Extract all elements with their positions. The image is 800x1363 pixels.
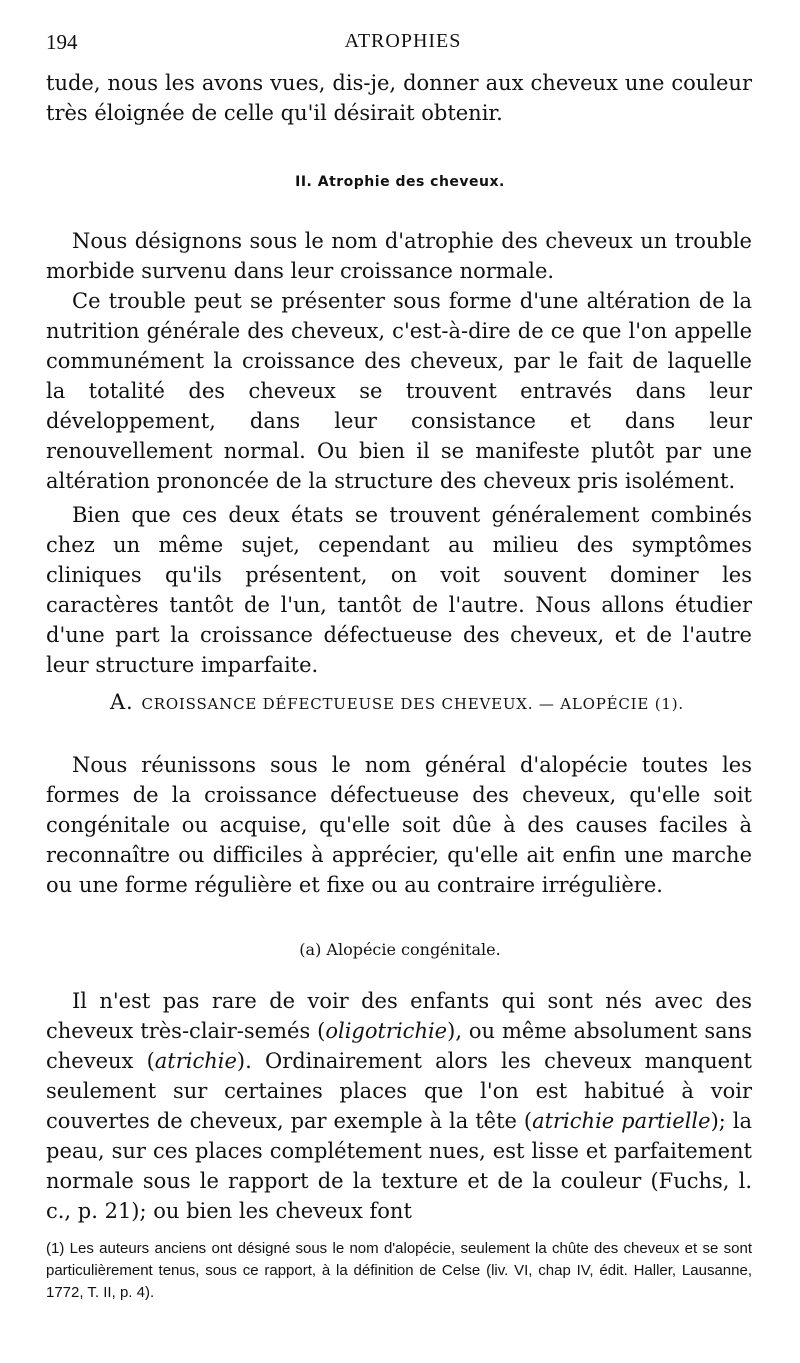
page-number: 194 — [46, 30, 78, 54]
section-heading-alopecie — [110, 690, 760, 714]
running-title: ATROPHIES — [344, 30, 462, 52]
section-heading-atrophie: II. Atrophie des cheveux. — [295, 174, 505, 190]
footnote: (1) Les auteurs anciens ont désigné sous le nom d'alopécie, seulement la chûte des cheveux et se sont particulièrement tenus, sous ce rapport, à la définition de Celse (liv. VI, chap IV, édit. Haller, Lausanne, 1772, T. II, p. 4). — [46, 1240, 752, 1301]
term-oligotrichie: oligotrichie — [325, 1019, 448, 1043]
term-atrichie-partielle: atrichie partielle — [532, 1109, 711, 1133]
paragraph-congenitale: Il n'est pas rare de voir des enfants qui sont nés avec des cheveux très-clair-semés (oligotrichie), ou même absolument sans cheveux (atrichie). Ordinairement alors les cheveux manquent seulement sur certaines places que l'on est habitué à voir couvertes de cheveux, par exemple à la tête (atrichie partielle); la peau, sur ces places complétement nues, est lisse et parfaitement normale sous le rapport de la texture et de la couleur (Fuchs, l. c., p. 21); ou bien les cheveux font — [46, 989, 753, 1223]
paragraph-definition: Nous désignons sous le nom d'atrophie des cheveux un trouble morbide survenu dans leur croissance normale. — [46, 229, 752, 283]
page-header — [46, 30, 760, 60]
subsection-heading-congenitale: (a) Alopécie congénitale. — [299, 940, 501, 959]
paragraph-alopecie: Nous réunissons sous le nom général d'alopécie toutes les formes de la croissance défectueuse des cheveux, qu'elle soit congénitale ou acquise, qu'elle soit dûe à des causes faciles à reconnaître ou difficiles à apprécier, qu'elle ait enfin une marche ou une forme régulière et fixe ou au contraire irrégulière. — [46, 753, 752, 897]
term-atrichie: atrichie — [154, 1049, 237, 1073]
paragraph-deux-etats: Bien que ces deux états se trouvent généralement combinés chez un même sujet, cependant au milieu des symptômes cliniques qu'ils présentent, on voit souvent dominer les caractères tantôt de l'un, tantôt de l'autre. Nous allons étudier d'une part la croissance défectueuse des cheveux, et de l'autre leur structure imparfaite. — [46, 503, 752, 677]
section-letter: A. — [110, 690, 134, 714]
section-title: CROISSANCE DÉFECTUEUSE DES CHEVEUX. — ALOPÉCIE (1). — [141, 695, 684, 713]
paragraph-trouble: Ce trouble peut se présenter sous forme d'une altération de la nutrition générale des cheveux, c'est-à-dire de ce que l'on appelle communément la croissance des cheveux, par le fait de laquelle la totalité des cheveux se trouvent entravés dans leur développement, dans leur consistance et dans leur renouvellement normal. Ou bien il se manifeste plutôt par une altération prononcée de la structure des cheveux pris isolément. — [46, 289, 752, 493]
paragraph-continuation: tude, nous les avons vues, dis-je, donner aux cheveux une couleur très éloignée de celle qu'il désirait obtenir. — [46, 71, 752, 125]
